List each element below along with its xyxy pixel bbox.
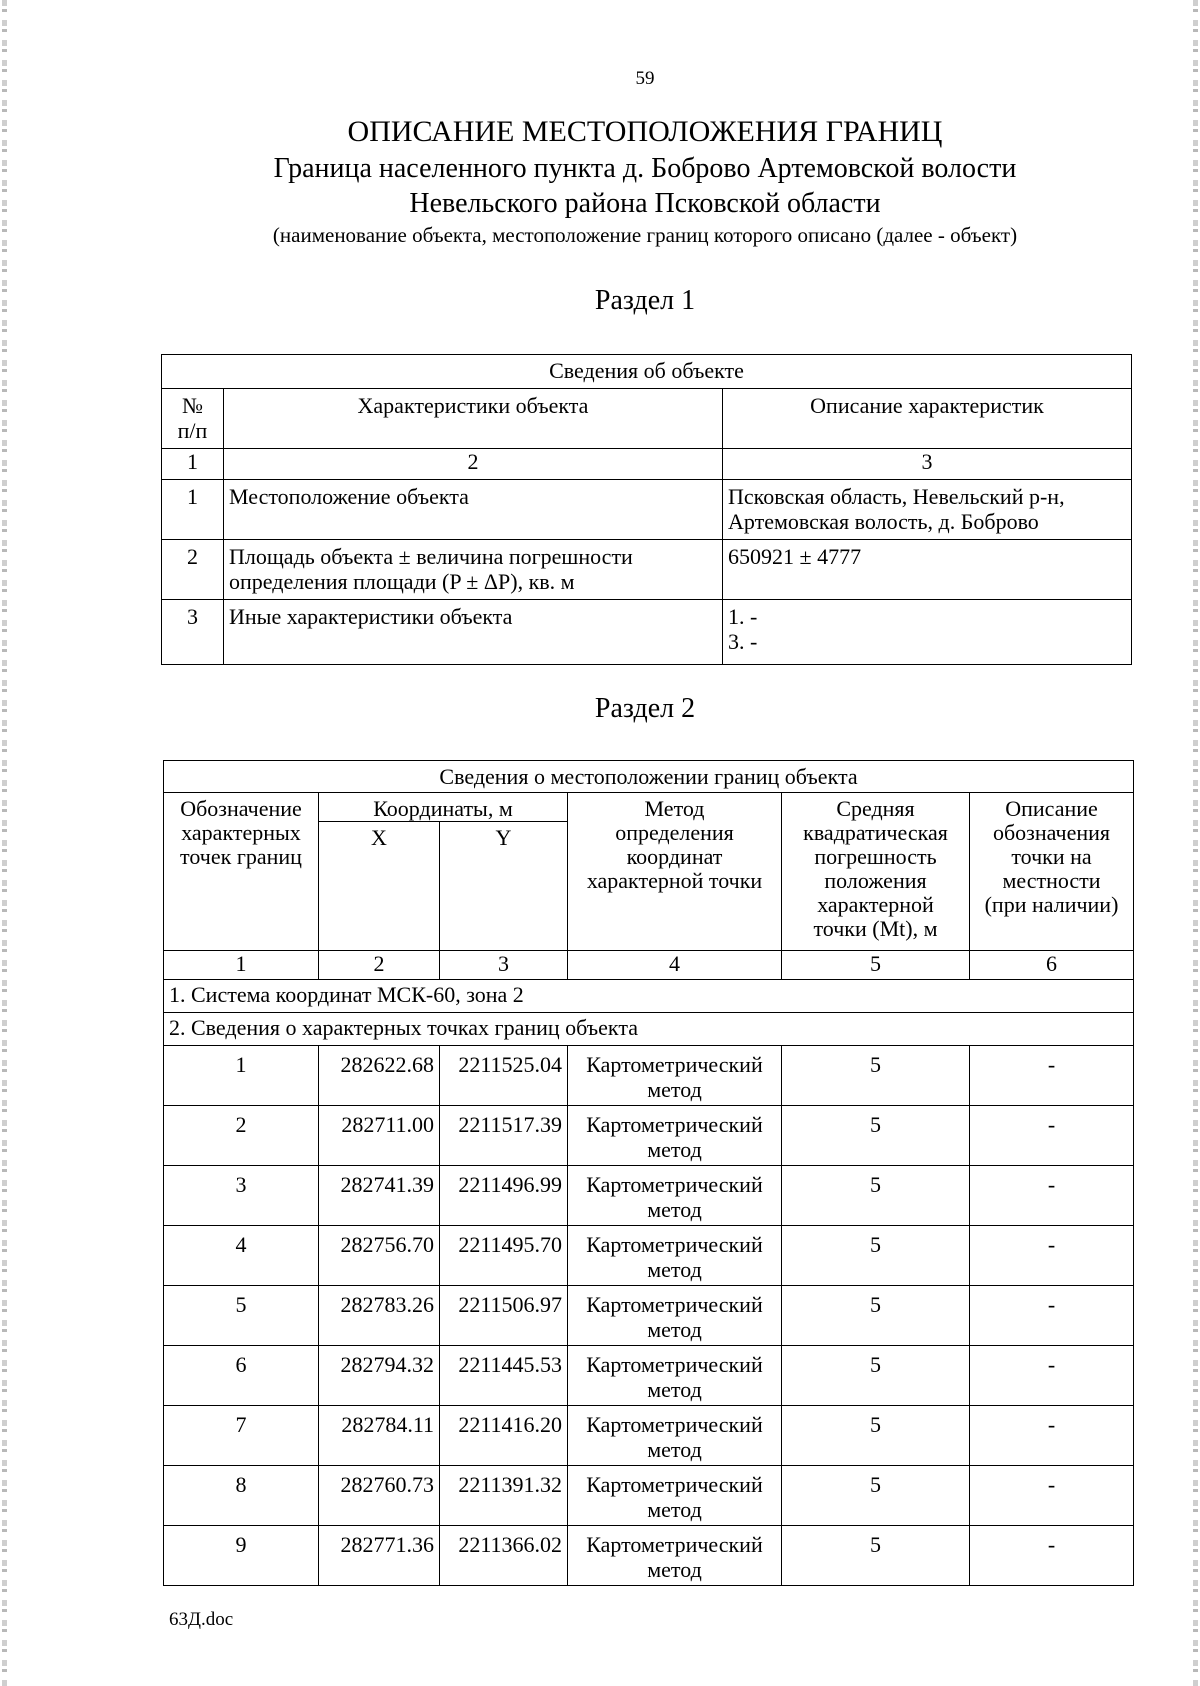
point-x: 282622.68 — [319, 1046, 440, 1106]
point-id: 9 — [164, 1526, 319, 1586]
col-number-5: 5 — [782, 951, 970, 980]
document-subtitle-line2: Невельского района Псковской области — [409, 188, 881, 219]
point-mean-error: 5 — [782, 1346, 970, 1406]
table-row — [164, 1226, 1134, 1286]
point-description: - — [970, 1466, 1134, 1526]
scan-edge-right — [1193, 0, 1198, 1686]
point-method: Картометрический метод — [568, 1106, 782, 1166]
point-y: 2211366.02 — [440, 1526, 568, 1586]
table-row — [164, 1526, 1134, 1586]
scan-edge-left — [2, 0, 7, 1686]
table-row — [164, 1346, 1134, 1406]
point-id: 5 — [164, 1286, 319, 1346]
point-x: 282783.26 — [319, 1286, 440, 1346]
col-number-3: 3 — [440, 951, 568, 980]
document-subtitle-line1: Граница населенного пункта д. Боброво Артемовской волости — [273, 153, 1017, 184]
point-mean-error: 5 — [782, 1406, 970, 1466]
col-header-number: № п/п — [162, 389, 224, 449]
document-title: ОПИСАНИЕ МЕСТОПОЛОЖЕНИЯ ГРАНИЦ — [347, 115, 943, 148]
table-row — [164, 1466, 1134, 1526]
table-row — [162, 540, 1132, 600]
object-name-note: (наименование объекта, местоположение границ которого описано (далее - объект) — [272, 223, 1018, 247]
row-number: 2 — [162, 540, 224, 600]
point-method: Картометрический метод — [568, 1346, 782, 1406]
section-1-title: Раздел 1 — [594, 285, 696, 316]
col-header-y: Y — [440, 822, 568, 951]
point-description: - — [970, 1106, 1134, 1166]
col-number-1: 1 — [162, 449, 224, 480]
row-number: 3 — [162, 600, 224, 665]
point-x: 282771.36 — [319, 1526, 440, 1586]
col-header-mean-error: Средняя квадратическая погрешность положения характерной точки (Mt), м — [782, 793, 970, 951]
point-description: - — [970, 1406, 1134, 1466]
point-id: 8 — [164, 1466, 319, 1526]
point-x: 282741.39 — [319, 1166, 440, 1226]
point-y: 2211495.70 — [440, 1226, 568, 1286]
object-info-caption: Сведения об объекте — [162, 355, 1132, 389]
col-header-x: X — [319, 822, 440, 951]
col-header-coordinates: Координаты, м — [319, 793, 568, 822]
point-method: Картометрический метод — [568, 1226, 782, 1286]
point-description: - — [970, 1346, 1134, 1406]
point-id: 3 — [164, 1166, 319, 1226]
point-mean-error: 5 — [782, 1526, 970, 1586]
point-x: 282784.11 — [319, 1406, 440, 1466]
col-header-point-description: Описание обозначения точки на местности (при наличии) — [970, 793, 1134, 951]
characteristic-name: Иные характеристики объекта — [224, 600, 723, 665]
section-2-title: Раздел 2 — [594, 693, 696, 724]
table-row — [164, 1106, 1134, 1166]
table-row — [164, 1406, 1134, 1466]
point-y: 2211416.20 — [440, 1406, 568, 1466]
col-header-method: Метод определения координат характерной точки — [568, 793, 782, 951]
point-x: 282756.70 — [319, 1226, 440, 1286]
page-number: 59 — [635, 68, 655, 89]
point-mean-error: 5 — [782, 1466, 970, 1526]
col-number-3: 3 — [723, 449, 1132, 480]
point-method: Картометрический метод — [568, 1286, 782, 1346]
point-description: - — [970, 1046, 1134, 1106]
object-info-table — [161, 354, 1132, 665]
point-description: - — [970, 1226, 1134, 1286]
characteristic-value: Псковская область, Невельский р-н, Артемовская волость, д. Боброво — [723, 480, 1132, 540]
points-info-row: 2. Сведения о характерных точках границ объекта — [164, 1013, 1134, 1046]
col-number-6: 6 — [970, 951, 1134, 980]
point-description: - — [970, 1526, 1134, 1586]
point-method: Картометрический метод — [568, 1166, 782, 1226]
boundary-points-table — [163, 760, 1134, 1586]
point-x: 282794.32 — [319, 1346, 440, 1406]
col-header-point-designation: Обозначение характерных точек границ — [164, 793, 319, 951]
point-x: 282711.00 — [319, 1106, 440, 1166]
point-id: 1 — [164, 1046, 319, 1106]
point-method: Картометрический метод — [568, 1046, 782, 1106]
point-method: Картометрический метод — [568, 1526, 782, 1586]
table-row — [164, 1166, 1134, 1226]
boundary-table-caption: Сведения о местоположении границ объекта — [164, 761, 1134, 793]
col-number-2: 2 — [319, 951, 440, 980]
table-row — [164, 1286, 1134, 1346]
col-header-description: Описание характеристик — [723, 389, 1132, 449]
point-mean-error: 5 — [782, 1046, 970, 1106]
point-y: 2211525.04 — [440, 1046, 568, 1106]
point-description: - — [970, 1166, 1134, 1226]
point-method: Картометрический метод — [568, 1406, 782, 1466]
point-mean-error: 5 — [782, 1286, 970, 1346]
col-header-characteristics: Характеристики объекта — [224, 389, 723, 449]
characteristic-name: Площадь объекта ± величина погрешности определения площади (P ± ΔP), кв. м — [224, 540, 723, 600]
col-number-2: 2 — [224, 449, 723, 480]
point-mean-error: 5 — [782, 1166, 970, 1226]
point-x: 282760.73 — [319, 1466, 440, 1526]
point-id: 6 — [164, 1346, 319, 1406]
point-id: 4 — [164, 1226, 319, 1286]
col-number-4: 4 — [568, 951, 782, 980]
point-mean-error: 5 — [782, 1106, 970, 1166]
point-mean-error: 5 — [782, 1226, 970, 1286]
table-row — [164, 1046, 1134, 1106]
point-description: - — [970, 1286, 1134, 1346]
characteristic-value: 1. - 3. - — [723, 600, 1132, 665]
characteristic-name: Местоположение объекта — [224, 480, 723, 540]
table-row — [162, 600, 1132, 665]
col-number-1: 1 — [164, 951, 319, 980]
point-id: 2 — [164, 1106, 319, 1166]
coordinate-system-row: 1. Система координат МСК-60, зона 2 — [164, 980, 1134, 1013]
table-row — [162, 480, 1132, 540]
footer-filename: 63Д.doc — [169, 1609, 234, 1630]
point-y: 2211496.99 — [440, 1166, 568, 1226]
point-y: 2211517.39 — [440, 1106, 568, 1166]
point-method: Картометрический метод — [568, 1466, 782, 1526]
row-number: 1 — [162, 480, 224, 540]
characteristic-value: 650921 ± 4777 — [723, 540, 1132, 600]
point-id: 7 — [164, 1406, 319, 1466]
point-y: 2211391.32 — [440, 1466, 568, 1526]
point-y: 2211506.97 — [440, 1286, 568, 1346]
point-y: 2211445.53 — [440, 1346, 568, 1406]
